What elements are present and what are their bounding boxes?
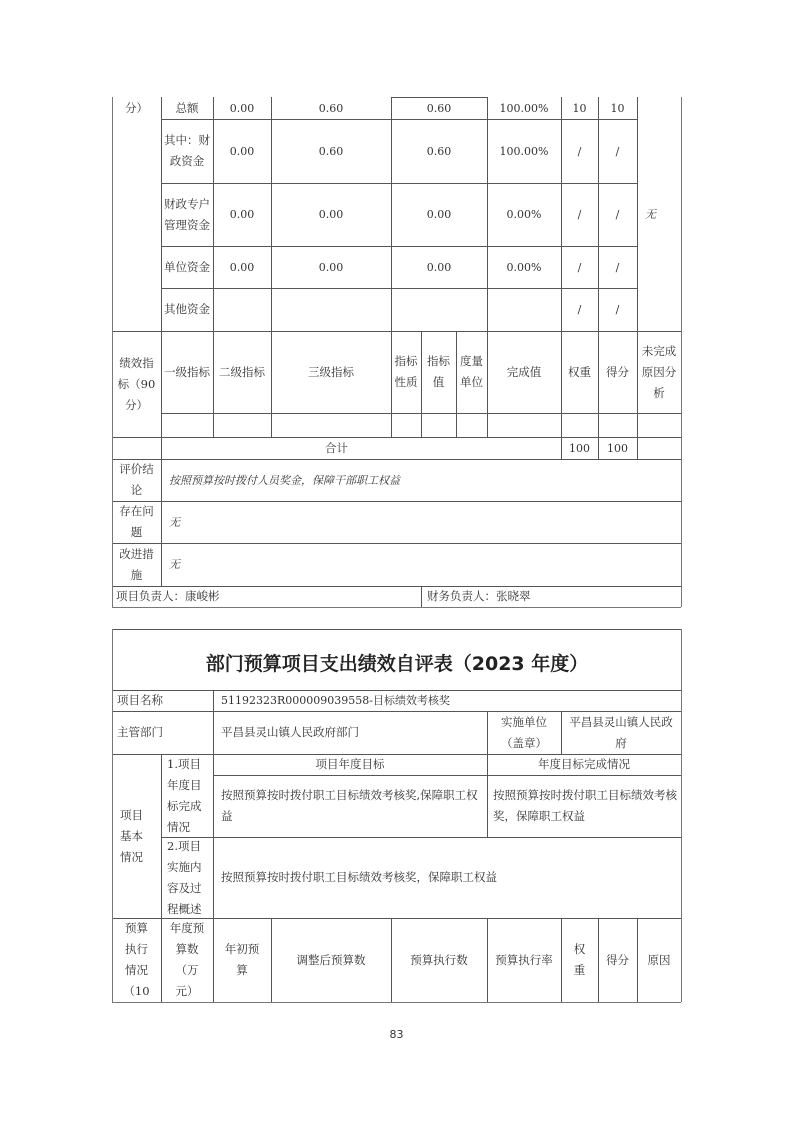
divider — [391, 97, 392, 437]
budget-executed — [391, 288, 487, 331]
finance-lead: 财务负责人：张晓翠 — [427, 589, 531, 603]
budget-exec-label: 预算执行情况（10 — [123, 921, 150, 998]
divider — [112, 629, 113, 1002]
divider — [681, 629, 682, 1002]
divider — [112, 501, 681, 502]
measures-label: 改进措施 — [119, 546, 154, 582]
impl-text: 按照预算按时拨付职工目标绩效考核奖，保障职工权益 — [221, 870, 497, 884]
impl-unit-label: 实施单位（盖章） — [501, 714, 547, 750]
impl-label: 2.项目实施内容及过程概述 — [167, 838, 202, 916]
budget-initial: 0.00 — [229, 144, 255, 158]
budget-score: / — [615, 303, 620, 316]
goal-completion-text: 按照预算按时拨付职工目标绩效考核奖，保障职工权益 — [493, 788, 677, 823]
measures-text: 无 — [169, 558, 180, 571]
dept-label: 主管部门 — [117, 725, 163, 739]
divider — [456, 331, 457, 437]
budget-executed: 0.00 — [426, 260, 452, 274]
divider — [213, 775, 681, 776]
perf-header: 完成值 — [506, 364, 542, 379]
divider — [161, 754, 162, 1002]
perf-header: 未完成原因分析 — [641, 343, 677, 400]
budget-weight: / — [577, 303, 582, 316]
budget-adjusted: 0.60 — [318, 144, 344, 158]
project-lead: 项目负责人：康峻彬 — [116, 589, 220, 603]
divider — [213, 97, 214, 437]
budget-header: 预算执行数 — [410, 952, 468, 967]
divider — [487, 918, 488, 1002]
divider — [112, 586, 681, 587]
perf-header: 权重 — [568, 364, 591, 379]
budget-adjusted: 0.60 — [318, 101, 344, 115]
perf-header: 得分 — [606, 364, 629, 379]
divider — [112, 331, 681, 332]
project-name-label: 项目名称 — [117, 693, 163, 707]
budget-rate: 0.00% — [506, 208, 542, 221]
form-title: 部门预算项目支出绩效自评表（2023 年度） — [205, 652, 589, 675]
budget-adjusted: 0.00 — [318, 208, 344, 221]
budget-row-label: 单位资金 — [164, 259, 210, 274]
evaluation-label: 评价结论 — [119, 462, 154, 497]
divider — [112, 754, 681, 755]
perf-header: 指标性质 — [394, 354, 418, 389]
divider — [598, 918, 599, 1002]
divider — [561, 711, 562, 754]
divider — [391, 97, 487, 98]
goal-completion-header: 年度目标完成情况 — [538, 757, 630, 771]
budget-header: 年度预算数（万元） — [169, 921, 205, 998]
divider — [487, 711, 488, 754]
basic-info-label: 项目基本情况 — [120, 807, 143, 864]
problems-text: 无 — [169, 515, 180, 529]
budget-section-label: 分） — [125, 100, 148, 115]
budget-score: / — [615, 144, 620, 158]
divider — [112, 629, 681, 630]
divider — [161, 246, 637, 247]
budget-row-label: 其中：财政资金 — [164, 133, 210, 168]
goal-label: 1.项目年度目标完成情况 — [167, 756, 202, 834]
divider — [561, 918, 562, 1002]
perf-header: 一级指标 — [164, 364, 210, 379]
budget-header: 预算执行率 — [495, 952, 553, 967]
budget-weight: 10 — [572, 101, 587, 115]
perf-section-label: 绩效指标（90分） — [117, 355, 156, 412]
budget-row-label: 总额 — [175, 100, 199, 115]
budget-header: 原因 — [647, 952, 671, 967]
perf-header: 指标值 — [427, 354, 450, 389]
budget-score: / — [615, 208, 620, 221]
dept-value: 平昌县灵山镇人民政府部门 — [221, 725, 359, 739]
divider — [112, 690, 681, 691]
budget-adjusted — [271, 288, 391, 331]
divider — [161, 97, 162, 459]
divider — [213, 754, 214, 1002]
perf-header: 度量单位 — [460, 354, 483, 389]
page-number: 83 — [389, 1028, 404, 1041]
budget-rate: 100.00% — [499, 144, 549, 158]
budget-header: 权重 — [573, 942, 586, 977]
divider — [161, 183, 637, 184]
perf-header: 三级指标 — [308, 364, 354, 379]
divider — [421, 586, 422, 607]
annual-goal-header: 项目年度目标 — [315, 757, 385, 771]
budget-rate: 100.00% — [499, 101, 549, 115]
divider — [487, 754, 488, 837]
divider — [161, 119, 637, 120]
budget-rate — [487, 288, 561, 331]
perf-header: 二级指标 — [219, 364, 265, 379]
total-score: 100 — [607, 441, 628, 455]
project-name-value: 51192323R000009039558-目标绩效考核奖 — [221, 694, 450, 707]
budget-initial: 0.00 — [229, 260, 255, 274]
budget-executed: 0.60 — [426, 144, 452, 158]
divider — [421, 331, 422, 437]
budget-weight: / — [577, 144, 582, 158]
budget-initial — [213, 288, 271, 331]
impl-unit-value: 平昌县灵山镇人民政府 — [569, 714, 673, 750]
budget-header: 年初预算 — [224, 942, 260, 977]
divider — [112, 918, 681, 919]
divider — [112, 459, 681, 460]
budget-row-label: 其他资金 — [164, 302, 210, 316]
divider — [637, 918, 638, 1002]
budget-header: 得分 — [606, 952, 629, 967]
divider — [112, 711, 681, 712]
divider — [598, 97, 599, 459]
total-label: 合计 — [325, 440, 348, 455]
divider — [161, 459, 162, 586]
divider — [112, 607, 681, 608]
problems-label: 存在问题 — [119, 504, 154, 539]
budget-initial: 0.00 — [229, 208, 255, 221]
budget-header: 调整后预算数 — [296, 952, 366, 967]
budget-row-label: 财政专户管理资金 — [164, 196, 210, 232]
divider — [561, 97, 562, 459]
divider — [112, 97, 113, 607]
divider — [161, 837, 681, 838]
divider — [391, 918, 392, 1002]
budget-weight: / — [577, 260, 582, 274]
evaluation-text: 按照预算按时拨付人员奖金，保障干部职工权益 — [169, 473, 400, 487]
divider — [681, 97, 682, 607]
budget-executed: 0.00 — [426, 208, 452, 221]
budget-score: / — [615, 260, 620, 274]
divider — [487, 97, 488, 437]
budget-executed: 0.60 — [426, 101, 452, 115]
divider — [112, 543, 681, 544]
divider — [271, 918, 272, 1002]
divider — [161, 288, 637, 289]
divider — [112, 1002, 681, 1003]
divider — [213, 690, 214, 754]
divider — [271, 97, 272, 437]
budget-adjusted: 0.00 — [318, 260, 344, 274]
budget-rate: 0.00% — [506, 260, 542, 274]
total-weight: 100 — [569, 441, 590, 455]
budget-score: 10 — [610, 101, 625, 115]
divider — [637, 97, 638, 459]
budget-initial: 0.00 — [229, 101, 255, 115]
annual-goal-text: 按照预算按时拨付职工目标绩效考核奖,保障职工权益 — [221, 788, 478, 823]
budget-weight: / — [577, 208, 582, 221]
divider — [112, 437, 681, 438]
budget-reason: 无 — [645, 207, 656, 221]
